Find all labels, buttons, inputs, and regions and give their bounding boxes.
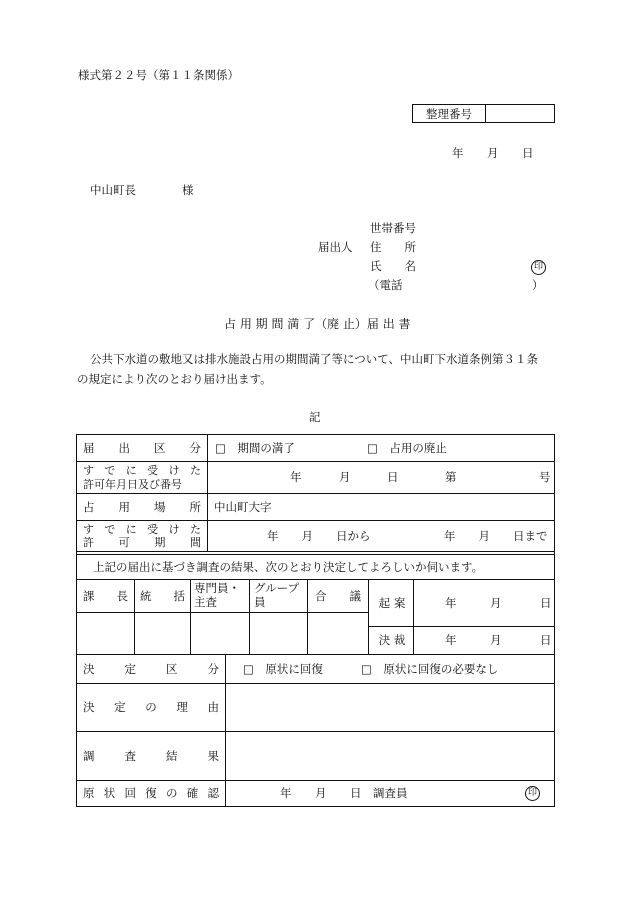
decision-reason-label [83, 684, 219, 731]
seal-text: 印 [525, 786, 540, 801]
label-char: 可 [118, 536, 130, 549]
label-char: 果 [207, 748, 219, 763]
label-char: 結 [166, 748, 178, 763]
location-label [83, 494, 201, 520]
label-char: 分 [207, 661, 219, 676]
label-char: 認 [207, 786, 219, 801]
label-char: 区 [166, 661, 178, 676]
role-consultation [315, 580, 361, 612]
ki-heading: 記 [309, 410, 321, 424]
label-char: 分 [189, 440, 201, 455]
label-char: 理 [176, 700, 188, 715]
label-char: 出 [118, 440, 130, 455]
label-char: 括 [173, 588, 185, 603]
permit-label-line2: 許可年月日及び番号 [83, 477, 182, 491]
label-char: 統 [140, 588, 152, 603]
applicant-phone-open: （電話 [368, 278, 403, 292]
applicant-role-label: 届出人 [318, 240, 353, 254]
investigation-result-value[interactable] [226, 732, 554, 780]
label-spread-line [83, 464, 201, 477]
form-number: 様式第２２号（第１１条関係） [78, 68, 239, 82]
main-table [76, 434, 555, 807]
label-char: に [125, 522, 137, 536]
label-char: 用 [118, 499, 130, 514]
option-abolition[interactable]: □ 占用の廃止 [367, 440, 447, 455]
body-text-line2: の規定により次のとおり届け出ます。 [77, 372, 272, 386]
location-value[interactable]: 中山町大字 [214, 499, 272, 514]
notification-category-label [83, 435, 201, 461]
label-char: け [168, 464, 180, 478]
label-char: 合 [315, 588, 327, 603]
option-restore[interactable]: □ 原状に回復 [243, 661, 323, 676]
option-expiry[interactable]: □ 期間の満了 [215, 440, 295, 455]
label-char: 回 [124, 786, 136, 801]
label-char: け [168, 522, 180, 536]
drafted-label: 起 案 [378, 595, 406, 610]
reference-number-value[interactable] [486, 105, 554, 122]
period-from: 年 月 日から [267, 528, 371, 543]
addressee-honorific: 様 [182, 183, 194, 197]
label-char: 査 [124, 748, 136, 763]
label-char: で [104, 522, 116, 536]
body-text-line1: 公共下水道の敷地又は排水施設占用の期間満了等について、中山町下水道条例第３１条 [90, 352, 539, 366]
applicant-name-label: 氏 名 [370, 259, 416, 273]
label-char: の [145, 700, 157, 715]
decision-reason-value[interactable] [226, 684, 554, 731]
drafted-year: 年 [445, 595, 457, 610]
rule [77, 612, 368, 613]
option-no-restore[interactable]: □ 原状に回復の必要なし [361, 661, 499, 676]
decided-year: 年 [445, 633, 457, 648]
permit-month: 月 [339, 470, 351, 485]
role-specialist [194, 580, 248, 612]
permit-day: 日 [387, 470, 399, 485]
specialist-line1: 専門員・ [194, 581, 240, 596]
rule [77, 551, 554, 552]
specialist-line2: 主査 [194, 595, 217, 609]
group-line1: グループ [254, 581, 300, 596]
rule [368, 579, 369, 654]
addressee-name: 中山町長 [90, 183, 136, 197]
inspector-seal-icon [525, 781, 540, 806]
label-char: 受 [147, 522, 159, 536]
label-char: 間 [189, 536, 201, 549]
drafted-month: 月 [490, 595, 502, 610]
inspector-label: 調査員 [373, 786, 408, 801]
label-char: 長 [116, 588, 128, 603]
rule [307, 579, 308, 654]
label-char: 受 [147, 464, 159, 478]
label-char: 区 [154, 440, 166, 455]
drafted-day: 日 [540, 595, 552, 610]
label-char: の [166, 786, 178, 801]
label-char: に [125, 464, 137, 478]
applicant-phone-close: ） [532, 278, 544, 292]
label-char: 決 [83, 700, 95, 715]
date-year: 年 [452, 146, 464, 160]
rule [249, 579, 250, 654]
rule [207, 435, 208, 551]
seal-text: 印 [531, 260, 546, 275]
label-char: 定 [114, 700, 126, 715]
restoration-confirm-label [83, 781, 219, 806]
label-char: 復 [145, 786, 157, 801]
decided-day: 日 [540, 633, 552, 648]
label-char: 期 [154, 536, 166, 549]
label-char: た [189, 522, 201, 536]
household-number-label: 世帯番号 [370, 221, 416, 235]
approval-intro: 上記の届出に基づき調査の結果、次のとおり決定してよろしいか伺います。 [93, 559, 484, 574]
label-char: 定 [124, 661, 136, 676]
date-month: 月 [487, 146, 499, 160]
role-manager [140, 580, 185, 612]
label-char: 状 [103, 786, 116, 801]
label-spread-line [83, 523, 201, 536]
label-char: 決 [83, 661, 95, 676]
label-char: 所 [189, 499, 201, 514]
label-char: 確 [186, 786, 199, 801]
label-char: 原 [83, 786, 95, 801]
label-char: 調 [83, 748, 95, 763]
group-line2: 員 [254, 595, 266, 609]
label-char: 届 [83, 440, 95, 455]
rule [134, 579, 135, 654]
permit-year: 年 [290, 470, 302, 485]
role-section-chief [83, 580, 128, 612]
label-char: 課 [83, 588, 95, 603]
label-char: 場 [154, 499, 166, 514]
role-group-member [254, 580, 306, 612]
decided-label: 決 裁 [378, 633, 406, 648]
rule [413, 579, 414, 654]
document-title: 占 用 期 間 満 了（廃 止）届 出 書 [224, 317, 411, 331]
permit-go: 号 [539, 470, 551, 485]
label-char: 議 [349, 588, 361, 603]
reference-number-box [412, 104, 555, 123]
date-day: 日 [522, 146, 534, 160]
label-char: す [83, 464, 94, 478]
period-to: 年 月 日まで [444, 528, 548, 543]
confirm-month: 月 [315, 786, 327, 801]
permit-period-label [83, 521, 201, 551]
investigation-result-label [83, 732, 219, 780]
decided-month: 月 [490, 633, 502, 648]
decision-category-label [83, 655, 219, 683]
label-spread-line [83, 536, 201, 549]
rule [190, 579, 191, 654]
applicant-address-label: 住 所 [370, 240, 416, 254]
label-char: 許 [83, 536, 94, 549]
confirm-year: 年 [280, 786, 292, 801]
label-char: 由 [207, 700, 219, 715]
applicant-seal-icon [531, 260, 546, 275]
confirm-day: 日 [350, 786, 362, 801]
label-char: で [104, 464, 116, 478]
reference-number-label: 整理番号 [413, 105, 486, 122]
permit-date-number-label [83, 462, 201, 493]
label-char: 占 [83, 499, 95, 514]
label-char: す [83, 522, 94, 536]
permit-dai: 第 [445, 470, 457, 485]
label-char: た [189, 464, 201, 478]
